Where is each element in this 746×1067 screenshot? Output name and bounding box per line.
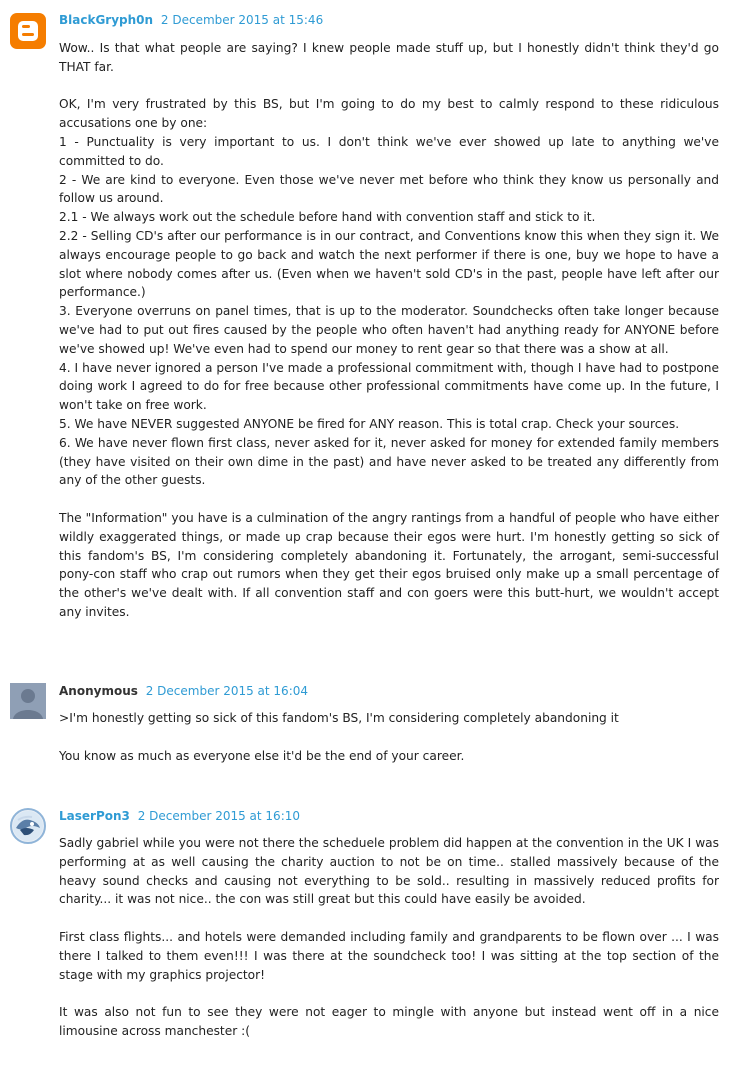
comment-line: 4. I have never ignored a person I've made a professional commitment with, though I have had to postpone doing work I agreed to do for free because other professional commitments have come up. In the future, I won't take on free work. bbox=[59, 360, 719, 413]
timestamp-link[interactable]: 2 December 2015 at 15:46 bbox=[160, 13, 324, 27]
comment-body bbox=[59, 834, 719, 1041]
comment-paragraph: First class flights... and hotels were demanded including family and grandparents to be flown over ... I was there I talked to them even!!! I was there at the soundcheck too! I was sitting at the top section of the stage with my graphics projector! bbox=[59, 929, 719, 982]
comment-paragraph: The "Information" you have is a culmination of the angry rantings from a handful of people who have either wildly exaggerated things, or made up crap because their egos were hurt. I'm honestly getting so sick of this fandom's BS, I'm considering completely abandoning it. Fortunately, the arrogant, semi-successful pony-con staff who crap out rumors when they get their egos bruised only make up a small percentage of the other's we've dealt with. If all convention staff and con goers were this butt-hurt, we wouldn't accept any invites. bbox=[59, 510, 719, 619]
comment-header bbox=[59, 11, 323, 29]
comment-line: 5. We have NEVER suggested ANYONE be fired for ANY reason. This is total crap. Check your sources. bbox=[59, 416, 680, 431]
pony-avatar-icon[interactable] bbox=[10, 808, 46, 844]
comment-paragraph: It was also not fun to see they were not eager to mingle with anyone but instead went off in a nice limousine across manchester :( bbox=[59, 1005, 719, 1038]
comment-line: 3. Everyone overruns on panel times, that is up to the moderator. Soundchecks often take longer because we've had to put out fires caused by the people who often haven't had anything ready for ANYONE before we've showed up! We've even had to spend our money to rent gear so that there was a show at all. bbox=[59, 304, 719, 356]
timestamp-link[interactable]: 2 December 2015 at 16:10 bbox=[137, 809, 301, 823]
comment-header bbox=[59, 807, 300, 825]
comment-paragraph: Wow.. Is that what people are saying? I knew people made stuff up, but I honestly didn't think they'd go THAT far. bbox=[59, 41, 719, 74]
comment-line: 2 - We are kind to everyone. Even those we've never met before who think they know us personally and follow us around. bbox=[59, 172, 719, 206]
timestamp-link[interactable]: 2 December 2015 at 16:04 bbox=[145, 684, 309, 698]
comment-line: 1 - Punctuality is very important to us. I don't think we've ever showed up late to anything we've committed to do. bbox=[59, 134, 719, 168]
comment-line: 2.1 - We always work out the schedule before hand with convention staff and stick to it. bbox=[59, 210, 596, 225]
comment-paragraph: >I'm honestly getting so sick of this fandom's BS, I'm considering completely abandoning it bbox=[59, 711, 619, 725]
comment-paragraph-group bbox=[59, 95, 719, 490]
author-link[interactable]: LaserPon3 bbox=[59, 809, 130, 823]
comment-body bbox=[59, 39, 719, 622]
comment-line: 2.2 - Selling CD's after our performance is in our contract, and Conventions know this when they sign it. We always encourage people to go back and watch the next performer if there is one, buy we hope to have a slot where nobody comes after us. (Even when we haven't sold CD's in the past, people have left after our performance.) bbox=[59, 228, 719, 300]
comment-body bbox=[59, 709, 719, 765]
comment-header bbox=[59, 682, 308, 700]
author-name: Anonymous bbox=[59, 684, 138, 698]
comment-line: 6. We have never flown first class, never asked for it, never asked for money for extended family members (they have visited on their own dime in the past) and have never asked to be treated any differently from any of the other guests. bbox=[59, 435, 719, 488]
author-link[interactable]: BlackGryph0n bbox=[59, 13, 154, 27]
comment-paragraph: You know as much as everyone else it'd be the end of your career. bbox=[59, 748, 465, 763]
anonymous-user-icon bbox=[10, 683, 46, 719]
blogger-icon[interactable] bbox=[10, 13, 46, 49]
comment-paragraph: Sadly gabriel while you were not there the scheduele problem did happen at the convention in the UK I was performing at as well causing the charity auction to not be on time.. stalled massively because of the heavy sound checks and causing not everything to be sold.. resulting in massively reduced profits for charity... it was not nice.. the con was still great but this could have easily be avoided. bbox=[59, 836, 719, 907]
comment-line: OK, I'm very frustrated by this BS, but I'm going to do my best to calmly respond to these ridiculous accusations one by one: bbox=[59, 97, 719, 131]
